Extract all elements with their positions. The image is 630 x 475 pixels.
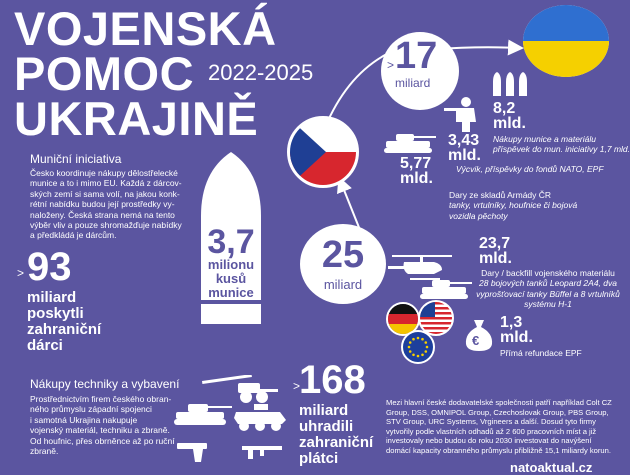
donors-line: poskytli (27, 305, 84, 322)
companies-line: investovaly nebo budou do roku 2030 investovat do navýšení (386, 436, 592, 446)
item-4-desc-line: 28 bojových tanků Leopard 2A4, dva (479, 278, 617, 289)
paid-text (299, 403, 373, 467)
czech-flag-icon (287, 116, 359, 188)
purchases-text-line: ného průmyslu západní spojenci (30, 404, 152, 415)
tank-icon (382, 130, 438, 154)
donors-line: miliard (27, 289, 77, 306)
item-4-value: 23,7 (479, 235, 511, 252)
armored-vehicle-icon (232, 402, 288, 432)
cz-value: 25 (321, 234, 365, 276)
item-5-value: 1,3 (500, 314, 523, 331)
companies-line: domácí kapacity obranného průmyslu přibližně 15,1 miliardy korun. (386, 445, 611, 455)
item-3 (400, 156, 433, 186)
shell-line: kusů (215, 271, 247, 286)
purchases-text-line: zbraně. (30, 446, 59, 457)
donors-line: zahraniční (27, 321, 102, 338)
companies-line: vytvořily podle vlastních odhadů až 2 600 pracovních míst a již (386, 426, 597, 436)
euro-symbol: € (472, 333, 480, 348)
item-1-value: 8,2 (493, 100, 516, 117)
purchases-text-line: i samotná Ukrajina nakupuje (30, 414, 138, 425)
ammo-text-line: a předkládá je dárcům. (30, 230, 117, 241)
soldier-icon (442, 94, 484, 134)
item-1-desc-line: příspěvek do mun. iniciativy 1,7 mld. (493, 144, 630, 155)
item-4-desc-line: systému H-1 (524, 299, 572, 310)
item-4-unit: mld. (479, 250, 512, 267)
item-4-desc-line: Dary / backfill vojenského materiálu (481, 268, 615, 278)
title-line-2: POMOC (14, 47, 195, 100)
item-2-value: 3,43 (448, 132, 480, 149)
item-1-desc (493, 134, 630, 155)
purchases-text-line: Prostřednictvím firem českého obran- (30, 394, 172, 404)
ukraine-flag-icon (523, 5, 609, 77)
pistol-icon (175, 440, 209, 464)
ammo-text-line: munice a to i mimo EU. Každá z dárcov- (30, 178, 182, 189)
ammo-text-line: naloženy. Česká strana nemá na tento (30, 209, 175, 220)
companies-line: Group, DSS, OMNIPOL Group, Czechoslovak Group, PBS Group, (386, 407, 609, 417)
purchases-text (30, 394, 180, 456)
tank-icon (418, 276, 474, 300)
item-1-desc-line: Nákupy munice a materiálu (493, 134, 596, 144)
ammo-text-line: výběr vliv a pouze shromažďuje nabídky (30, 220, 182, 231)
purchases-heading: Nákupy techniky a vybavení (30, 377, 180, 391)
item-5-desc: Přímá refundace EPF (500, 348, 582, 358)
total-arrow: > (387, 58, 395, 72)
purchases-text-line: Od houfnic, přes obrněnce až po ruční (30, 435, 175, 446)
donors-value: 93 (27, 245, 72, 289)
item-2-desc: Výcvik, příspěvky do fondů NATO, EPF (456, 164, 604, 174)
paid-arrow: > (293, 379, 301, 393)
item-3-desc-line: vozidla pěchoty (449, 210, 508, 221)
item-3-desc (449, 190, 577, 221)
tank-icon (172, 400, 232, 426)
cz-unit: miliard (323, 277, 363, 292)
title-years: 2022-2025 (208, 60, 314, 85)
item-4-desc-line: vyprošťovací tanky Büffel a 8 vrtulníků (476, 288, 620, 299)
rifle-icon (240, 442, 284, 462)
shell-text (197, 223, 265, 300)
item-2 (448, 133, 481, 163)
donors-arrow: > (17, 266, 25, 280)
item-4 (479, 236, 512, 266)
ammo-text (30, 168, 200, 241)
companies-line: STV Group, URC Systems, Vrgineers a další. Dosud tyto firmy (386, 417, 596, 427)
donors-text (27, 290, 101, 354)
item-1-unit: mld. (493, 115, 526, 132)
companies-text (386, 398, 626, 456)
item-4-desc (473, 268, 623, 310)
shell-value: 3,7 (207, 223, 255, 261)
donors-line: dárci (27, 337, 63, 354)
item-5-unit: mld. (500, 329, 533, 346)
paid-line: zahraniční (299, 434, 374, 451)
shell-line: munice (208, 285, 254, 300)
paid-line: miliard (299, 402, 349, 419)
item-3-unit: mld. (400, 170, 433, 187)
eu-flag-icon (401, 330, 435, 364)
item-3-value: 5,77 (400, 155, 432, 172)
item-3-desc-line: Dary ze skladů Armády ČR (449, 190, 552, 200)
shell-line: milionu (207, 257, 255, 272)
ammo-rounds-icon (490, 72, 534, 98)
arrow-donors-to-cz (340, 180, 360, 230)
source-label[interactable]: natoaktual.cz (510, 460, 593, 475)
ammo-text-line: rétní nabídku budou její prostředky vy- (30, 199, 175, 210)
item-1 (493, 101, 526, 131)
companies-line: Mezi hlavní české dodavatelské společnosti patří například Colt CZ (386, 398, 612, 407)
paid-line: uhradili (299, 418, 354, 435)
ammo-heading: Muniční iniciativa (30, 152, 122, 166)
item-2-unit: mld. (448, 147, 481, 164)
title-line-3: UKRAJINĚ (14, 92, 259, 145)
item-5 (500, 315, 533, 345)
item-3-desc-line: tanky, vrtulníky, houfnice či bojová (449, 200, 578, 211)
total-value: 17 (395, 35, 438, 77)
title-line-1: VOJENSKÁ (14, 2, 277, 55)
paid-value: 168 (299, 358, 366, 402)
cz-bubble (300, 224, 386, 304)
paid-line: plátci (299, 450, 339, 467)
ammo-text-line: ských zemí si sama volí, na jakou konk- (30, 188, 180, 199)
ammo-text-line: Česko koordinuje nákupy dělostřelecké (30, 168, 178, 178)
purchases-text-line: vojenský materiál, techniku a zbraně. (30, 425, 170, 436)
total-unit: miliard (395, 76, 431, 90)
